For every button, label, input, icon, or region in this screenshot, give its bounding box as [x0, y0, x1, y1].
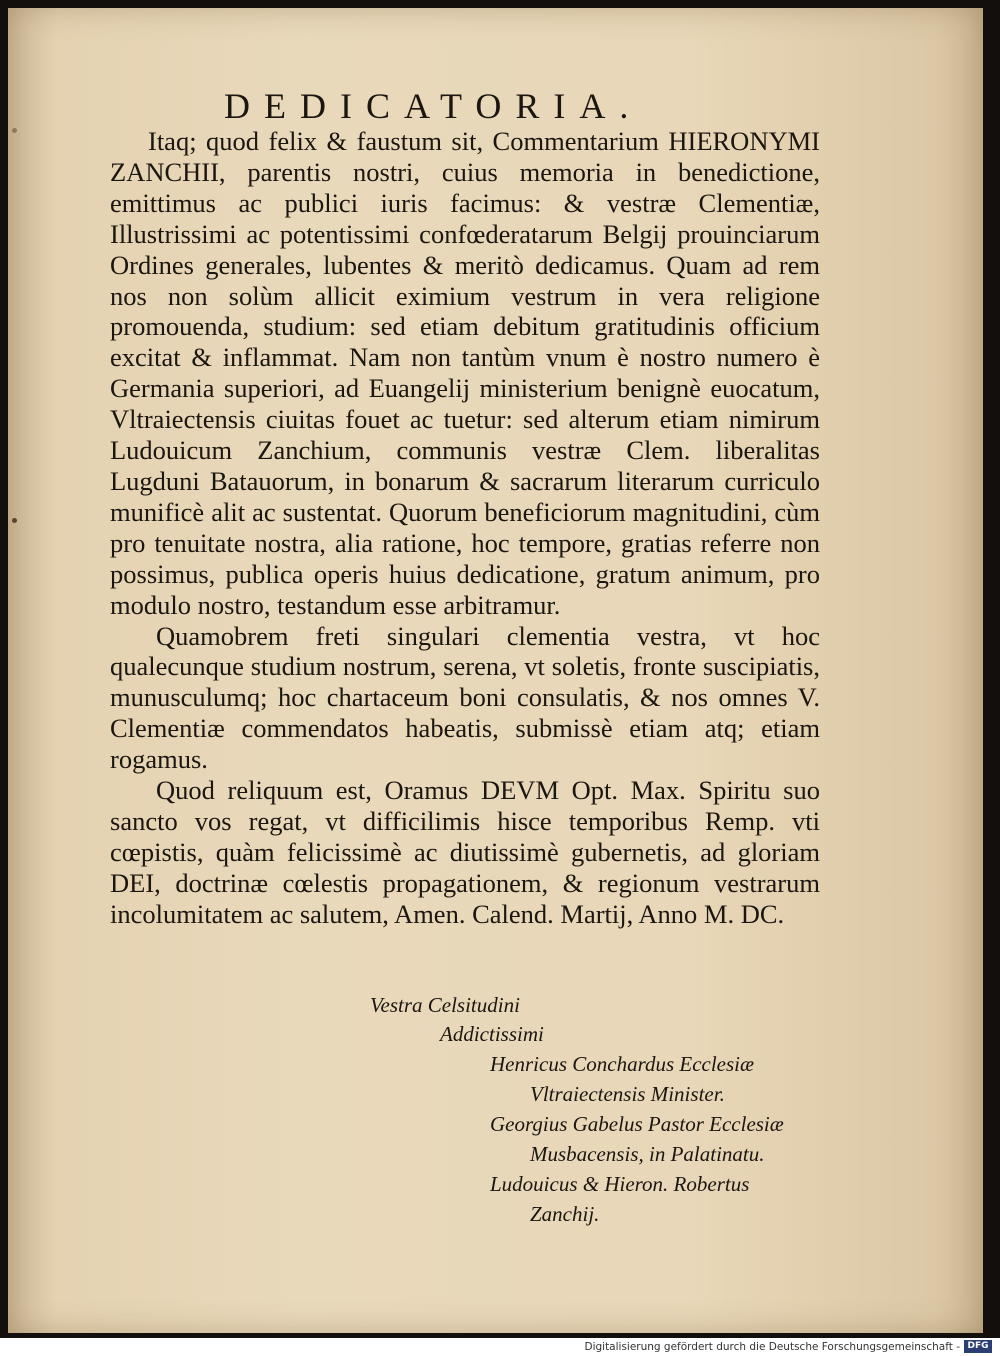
- binding-mark: [12, 518, 17, 523]
- funding-notice: Digitalisierung gefördert durch die Deutsche Forschungsgemeinschaft -: [584, 1341, 960, 1353]
- signature-line: Ludouicus & Hieron. Robertus: [490, 1172, 750, 1196]
- paragraph: Quod reliquum est, Oramus DEVM Opt. Max. Spiritu suo sancto vos regat, vt difficilimis hisce temporibus Remp. vti cœpistis, quàm felicissimè ac diutissimè gubernetis, ad gloriam DEI, doctrinæ cœlestis propagationem, & regionum vestrarum incolumitatem ac salutem, Amen. Calend. Martij, Anno M. DC.: [110, 775, 820, 929]
- signature-line: Georgius Gabelus Pastor Ecclesiæ: [490, 1112, 784, 1136]
- dfg-logo: DFG: [964, 1340, 992, 1353]
- signature-line: Vestra Celsitudini: [370, 993, 520, 1017]
- signature-line: Addictissimi: [440, 1022, 544, 1046]
- book-page: [8, 8, 983, 1333]
- paragraph: Itaq; quod felix & faustum sit, Commentarium HIERONYMI ZANCHII, parentis nostri, cuius memoria in benedictione, emittimus ac publici iuris facimus: & vestræ Clementiæ, Illustrissimi ac potentissimi confœderatarum Belgij prouinciarum Ordines generales, lubentes & meritò dedicamus. Quam ad rem nos non solùm allicit eximium vestrum in vera religione promouenda, studium: sed etiam debitum gratitudinis officium excitat & inflammat. Nam non tantùm vnum è nostro numero è Germania superiori, ad Euangelij ministerium benignè euocatum, Vltraiectensis ciuitas fouet ac tuetur: sed alterum etiam nimirum Ludouicum Zanchium, communis vestræ Clem. liberalitas Lugduni Batauorum, in bonarum & sacrarum literarum curriculo munificè alit ac sustentat. Quorum beneficiorum magnitudini, cùm pro tenuitate nostra, alia ratione, hoc tempore, gratias referre non possimus, publica operis huius dedicatione, gratum animum, pro modulo nostro, testandum esse arbitramur.: [110, 126, 820, 620]
- page-heading: DEDICATORIA.: [224, 86, 643, 126]
- dedication-body: [110, 126, 820, 930]
- paragraph: Quamobrem freti singulari clementia vestra, vt hoc qualecunque studium nostrum, serena, vt soletis, fronte suscipiatis, munusculumq; hoc chartaceum boni consulatis, & nos omnes V. Clementiæ commendatos habeatis, submissè etiam atq; etiam rogamus.: [110, 620, 820, 775]
- signature-line: Zanchij.: [530, 1202, 600, 1226]
- signature-line: Vltraiectensis Minister.: [530, 1082, 725, 1106]
- footer-bar: [0, 1338, 1000, 1356]
- signature-line: Musbacensis, in Palatinatu.: [530, 1142, 765, 1166]
- binding-mark: [12, 128, 17, 133]
- signature-line: Henricus Conchardus Ecclesiæ: [490, 1052, 755, 1076]
- page-binding-edge: [8, 8, 22, 1333]
